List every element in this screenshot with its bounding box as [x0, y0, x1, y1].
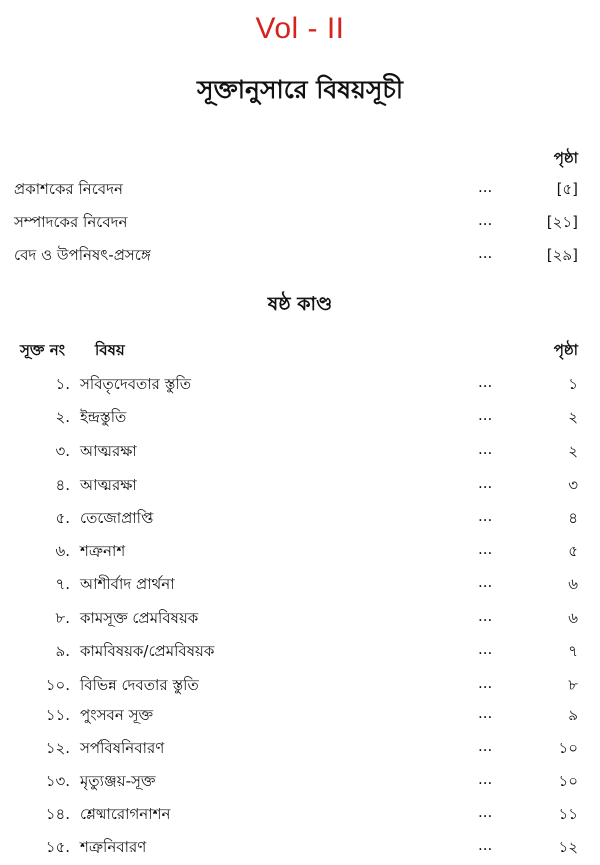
sukta-number: ১৪.	[45, 805, 70, 823]
sukta-subject: শত্রুনিবারণ	[80, 838, 147, 856]
sukta-page: ১	[568, 375, 578, 393]
front-matter-page: [২১]	[546, 213, 578, 231]
section-title: ষষ্ঠ কাণ্ড	[267, 293, 333, 315]
sukta-number: ১১.	[45, 706, 70, 724]
front-matter-row	[0, 244, 600, 266]
sukta-page: ১০	[558, 772, 578, 790]
table-row	[0, 803, 600, 825]
leader-dots: ...	[478, 211, 493, 229]
leader-dots: ...	[478, 507, 493, 525]
sukta-subject: সবিতৃদেবতার স্তুতি	[80, 375, 192, 393]
leader-dots: ...	[478, 836, 493, 854]
column-header-number: সূক্ত নং	[20, 341, 66, 359]
sukta-subject: পুংসবন সূক্ত	[80, 706, 154, 724]
sukta-subject: বিভিন্ন দেবতার স্তুতি	[80, 676, 199, 694]
sukta-page: ৪	[568, 509, 578, 527]
sukta-subject: আশীর্বাদ প্রার্থনা	[80, 575, 175, 593]
sukta-subject: আত্মরক্ষা	[80, 442, 137, 460]
table-row	[0, 640, 600, 662]
front-matter-title: সম্পাদকের নিবেদন	[14, 213, 128, 231]
table-row	[0, 540, 600, 562]
sukta-page: ৯	[568, 706, 578, 724]
table-row	[0, 573, 600, 595]
sukta-subject: আত্মরক্ষা	[80, 476, 137, 494]
leader-dots: ...	[478, 178, 493, 196]
leader-dots: ...	[478, 244, 493, 262]
sukta-subject: তেজোপ্রাপ্তি	[80, 509, 154, 527]
column-header-page: পৃষ্ঠা	[553, 341, 578, 359]
leader-dots: ...	[478, 474, 493, 492]
sukta-number: ৭.	[55, 575, 70, 593]
column-header-subject: বিষয়	[95, 341, 125, 359]
sukta-page: ১০	[558, 739, 578, 757]
sukta-page: ৭	[568, 642, 578, 660]
sukta-subject: মৃত্যুঞ্জয়-সূক্ত	[80, 772, 156, 790]
page-column-header: পৃষ্ঠা	[553, 149, 578, 167]
table-row	[0, 474, 600, 496]
table-header	[0, 339, 600, 361]
table-row	[0, 507, 600, 529]
table-row	[0, 440, 600, 462]
volume-label: Vol - II	[255, 12, 345, 45]
front-matter-row	[0, 178, 600, 200]
sukta-page: ৫	[568, 542, 578, 560]
table-row	[0, 406, 600, 428]
front-matter-title: প্রকাশকের নিবেদন	[14, 180, 123, 198]
front-matter-row	[0, 211, 600, 233]
sukta-page: ১২	[558, 838, 578, 856]
front-matter-title: বেদ ও উপনিষৎ-প্রসঙ্গে	[14, 246, 151, 264]
sukta-number: ২.	[55, 408, 70, 426]
sukta-number: ৬.	[55, 542, 70, 560]
sukta-number: ১৩.	[45, 772, 70, 790]
sukta-page: ৬	[568, 575, 578, 593]
sukta-page: ৬	[568, 609, 578, 627]
leader-dots: ...	[478, 406, 493, 424]
sukta-page: ২	[568, 408, 578, 426]
leader-dots: ...	[478, 803, 493, 821]
table-row	[0, 737, 600, 759]
leader-dots: ...	[478, 737, 493, 755]
table-row	[0, 607, 600, 629]
sukta-subject: ইন্দ্রস্তুতি	[80, 408, 127, 426]
leader-dots: ...	[478, 573, 493, 591]
leader-dots: ...	[478, 440, 493, 458]
table-row	[0, 373, 600, 395]
sukta-page: ৩	[568, 476, 578, 494]
leader-dots: ...	[478, 640, 493, 658]
front-matter-page: [৫]	[556, 180, 578, 198]
sukta-number: ৩.	[55, 442, 70, 460]
leader-dots: ...	[478, 674, 493, 692]
leader-dots: ...	[478, 770, 493, 788]
leader-dots: ...	[478, 607, 493, 625]
sukta-number: ৪.	[55, 476, 70, 494]
sukta-page: ৮	[568, 676, 578, 694]
leader-dots: ...	[478, 704, 493, 722]
sukta-number: ৮.	[55, 609, 70, 627]
page-title: সূক্তানুসারে বিষয়সূচী	[197, 75, 403, 104]
table-row	[0, 836, 600, 858]
sukta-page: ২	[568, 442, 578, 460]
sukta-number: ৫.	[55, 509, 70, 527]
front-matter-page: [২৯]	[546, 246, 578, 264]
sukta-number: ৯.	[55, 642, 70, 660]
sukta-number: ১.	[55, 375, 70, 393]
table-row	[0, 770, 600, 792]
leader-dots: ...	[478, 540, 493, 558]
sukta-number: ১২.	[45, 739, 70, 757]
table-row	[0, 674, 600, 696]
sukta-subject: শ্লেষ্মারোগনাশন	[80, 805, 171, 823]
sukta-page: ১১	[558, 805, 578, 823]
sukta-number: ১৫.	[45, 838, 70, 856]
table-row	[0, 704, 600, 726]
sukta-subject: শত্রুনাশ	[80, 542, 126, 560]
sukta-number: ১০.	[45, 676, 70, 694]
leader-dots: ...	[478, 373, 493, 391]
sukta-subject: কামসূক্ত প্রেমবিষয়ক	[80, 609, 199, 627]
sukta-subject: সর্পবিষনিবারণ	[80, 739, 165, 757]
sukta-subject: কামবিষয়ক/প্রেমবিষয়ক	[80, 642, 215, 660]
